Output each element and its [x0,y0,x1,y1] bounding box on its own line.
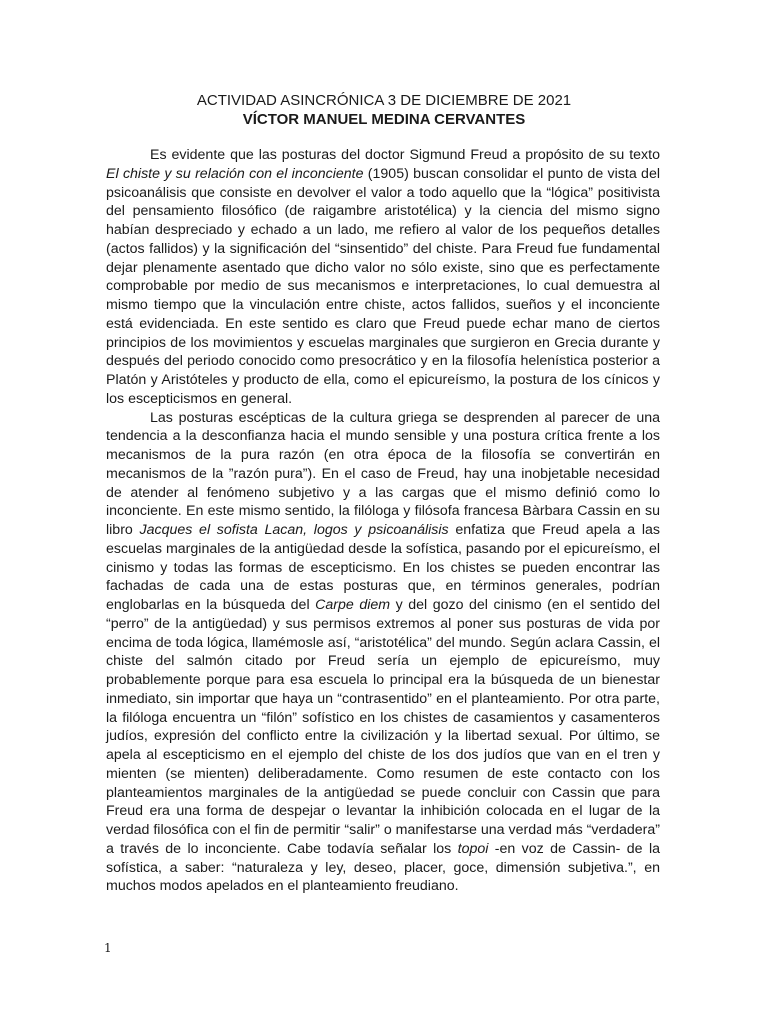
latin-phrase-italic: Carpe diem [315,597,391,613]
paragraph-1 [106,146,660,409]
book-title-italic: Jacques el sofista Lacan, logos y psicoanálisis [139,522,449,538]
paragraph-text: (1905) buscan consolidar el punto de vista del psicoanálisis que consiste en devolver el valor a todo aquello que la “lógica” positivista del pensamiento filosófico (de raigambre aristotélica) y la ciencia del mismo signo habían despreciado y echado a un lado, me refiero al valor de los pequeños detalles (actos fallidos) y la significación del “sinsentido” del chiste. Para Freud fue fundamental dejar plenamente asentado que dicho valor no sólo existe, sino que es perfectamente comprobable por medio de sus mecanismos e interpretaciones, lo cual demuestra al mismo tiempo que la vinculación entre chiste, actos fallidos, sueños y el inconciente está evidenciada. En este sentido es claro que Freud puede echar mano de ciertos principios de los movimientos y escuelas marginales que surgieron en Grecia durante y después del periodo conocido como presocrático y en la filosofía helenística posterior a Platón y Aristóteles y producto de ella, como el epicureísmo, la postura de los cínicos y los escepticismos en general. [106,165,660,407]
document-author: VÍCTOR MANUEL MEDINA CERVANTES [242,111,526,128]
paragraph-text: y del gozo del cinismo (en el sentido del “perro” de la antigüedad) y sus permisos extremos al poner sus posturas de vida por encima de toda lógica, llamémosle así, “aristotélica” del mundo. Según aclara Cassin, el chiste del salmón citado por Freud sería un ejemplo de epicureísmo, muy probablemente porque para esa escuela lo principal era la búsqueda de un bienestar inmediato, sin importar que haya un “contrasentido” en el planteamiento. Por otra parte, la filóloga encuentra un “filón” sofístico en los chistes de casamientos y casamenteros judíos, expresión del conflicto entre la civilización y la libertad sexual. Por último, se apela al escepticismo en el ejemplo del chiste de los dos judíos que van en el tren y mienten (se mienten) deliberadamente. Como resumen de este contacto con los planteamientos marginales de la antigüedad se puede concluir con Cassin que para Freud era una forma de despejar o levantar la inhibición colocada en el lugar de la verdad filosófica con el fin de permitir “salir” o manifestarse una verdad más “verdadera” a través de lo inconciente. Cabe todavía señalar los [106,597,660,857]
paragraph-text: enfatiza que Freud apela a las escuelas marginales de la antigüedad desde la sofística, pasando por el epicureísmo, el cinismo y todas las formas de escepticismo. En los chistes se pueden encontrar las fachadas de cada una de estas posturas que, en términos generales, podrían englobarlas en la búsqueda del [106,522,660,613]
paragraph-text: Las posturas escépticas de la cultura griega se desprenden al parecer de una tendencia a la desconfianza hacia el mundo sensible y una postura crítica frente a los mecanismos de la pura razón (en otra época de la filosofía se convertirán en mecanismos de la ”razón pura”). En el caso de Freud, hay una inobjetable necesidad de atender al fenómeno subjetivo y a las cargas que el mismo definió como lo inconciente. En este mismo sentido, la filóloga y filósofa francesa Bàrbara Cassin en su libro [106,409,660,538]
page-number: 1 [104,941,112,955]
document-body [106,146,660,896]
book-title-italic: El chiste y su relación con el inconciente [106,165,364,182]
paragraph-2 [106,409,660,897]
document-header [0,92,768,129]
document-title: ACTIVIDAD ASINCRÓNICA 3 DE DICIEMBRE DE 2021 [196,92,572,109]
paragraph-text: -en voz de Cassin- de la sofística, a saber: “naturaleza y ley, deseo, placer, goce, dimensión subjetiva.”, en muchos modos apelados en el planteamiento freudiano. [106,840,660,895]
term-italic: topoi [457,840,489,857]
paragraph-text: Es evidente que las posturas del doctor Sigmund Freud a propósito de su texto [150,147,660,163]
